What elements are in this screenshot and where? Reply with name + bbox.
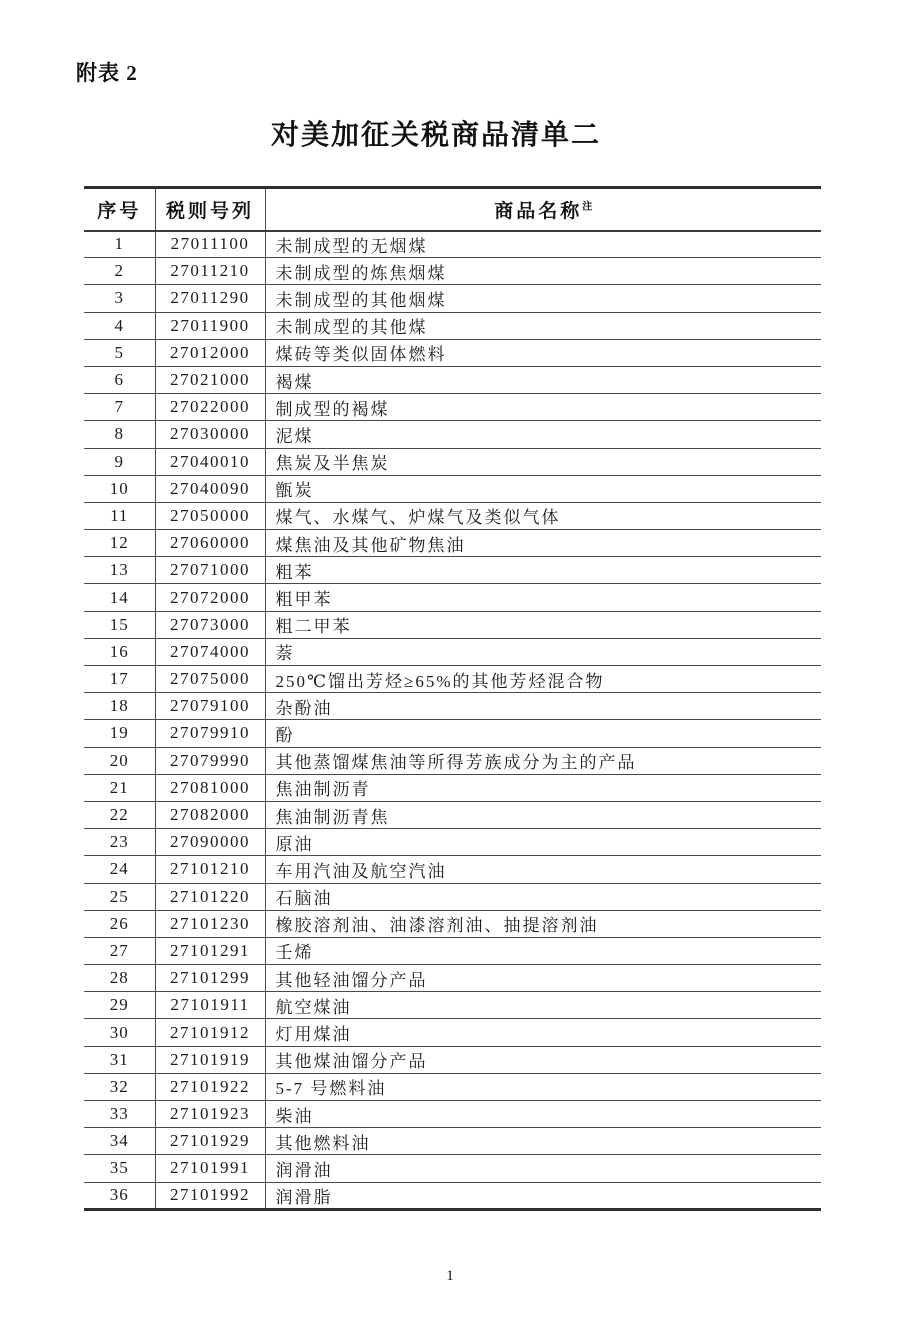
table-row: [84, 1155, 821, 1182]
tariff-code-cell: 27075000: [155, 666, 265, 693]
serial-number-cell: 8: [84, 421, 155, 448]
serial-number-cell: 27: [84, 937, 155, 964]
serial-number-cell: 14: [84, 584, 155, 611]
table-body: [84, 231, 821, 1210]
tariff-code-cell: 27101220: [155, 883, 265, 910]
product-name-cell: 5-7 号燃料油: [265, 1073, 821, 1100]
serial-number-cell: 29: [84, 992, 155, 1019]
serial-number-cell: 25: [84, 883, 155, 910]
product-name-cell: 其他燃料油: [265, 1128, 821, 1155]
serial-number-cell: 30: [84, 1019, 155, 1046]
product-name-cell: 石脑油: [265, 883, 821, 910]
product-name-cell: 褐煤: [265, 366, 821, 393]
table-row: [84, 856, 821, 883]
tariff-code-cell: 27011900: [155, 312, 265, 339]
tariff-code-cell: 27101912: [155, 1019, 265, 1046]
table-row: [84, 638, 821, 665]
product-name-cell: 车用汽油及航空汽油: [265, 856, 821, 883]
tariff-code-cell: 27040010: [155, 448, 265, 475]
table-row: [84, 285, 821, 312]
tariff-code-cell: 27082000: [155, 801, 265, 828]
tariff-code-cell: 27060000: [155, 530, 265, 557]
product-name-cell: 壬烯: [265, 937, 821, 964]
table-row: [84, 312, 821, 339]
table-row: [84, 1073, 821, 1100]
product-name-cell: 其他煤油馏分产品: [265, 1046, 821, 1073]
table-row: [84, 1182, 821, 1209]
product-name-cell: 其他轻油馏分产品: [265, 965, 821, 992]
tariff-code-cell: 27074000: [155, 638, 265, 665]
serial-number-cell: 2: [84, 258, 155, 285]
table-row: [84, 883, 821, 910]
tariff-table: [84, 186, 821, 1211]
table-row: [84, 801, 821, 828]
header-product-name-label: 商品名称: [494, 200, 583, 222]
product-name-cell: 萘: [265, 638, 821, 665]
serial-number-cell: 6: [84, 366, 155, 393]
tariff-code-cell: 27022000: [155, 394, 265, 421]
table-row: [84, 394, 821, 421]
table-row: [84, 502, 821, 529]
serial-number-cell: 19: [84, 720, 155, 747]
tariff-code-cell: 27101922: [155, 1073, 265, 1100]
table-row: [84, 421, 821, 448]
serial-number-cell: 9: [84, 448, 155, 475]
product-name-cell: 250℃馏出芳烃≥65%的其他芳烃混合物: [265, 666, 821, 693]
serial-number-cell: 1: [84, 231, 155, 258]
product-name-cell: 酚: [265, 720, 821, 747]
product-name-cell: 泥煤: [265, 421, 821, 448]
table-row: [84, 1046, 821, 1073]
product-name-cell: 甑炭: [265, 475, 821, 502]
tariff-code-cell: 27101291: [155, 937, 265, 964]
serial-number-cell: 21: [84, 774, 155, 801]
table-row: [84, 366, 821, 393]
tariff-code-cell: 27081000: [155, 774, 265, 801]
tariff-code-cell: 27101991: [155, 1155, 265, 1182]
tariff-code-cell: 27101911: [155, 992, 265, 1019]
serial-number-cell: 32: [84, 1073, 155, 1100]
tariff-code-cell: 27101929: [155, 1128, 265, 1155]
tariff-code-cell: 27101210: [155, 856, 265, 883]
table-row: [84, 258, 821, 285]
product-name-cell: 粗二甲苯: [265, 611, 821, 638]
product-name-cell: 未制成型的其他烟煤: [265, 285, 821, 312]
tariff-code-cell: 27101230: [155, 910, 265, 937]
table-row: [84, 231, 821, 258]
table-header: [84, 188, 821, 231]
header-product-name: [265, 188, 821, 231]
tariff-code-cell: 27090000: [155, 829, 265, 856]
tariff-code-cell: 27040090: [155, 475, 265, 502]
tariff-code-cell: 27071000: [155, 557, 265, 584]
table-row: [84, 611, 821, 638]
serial-number-cell: 26: [84, 910, 155, 937]
product-name-cell: 制成型的褐煤: [265, 394, 821, 421]
tariff-code-cell: 27101992: [155, 1182, 265, 1209]
serial-number-cell: 11: [84, 502, 155, 529]
header-tariff-code: 税则号列: [155, 188, 265, 231]
product-name-cell: 原油: [265, 829, 821, 856]
product-name-cell: 航空煤油: [265, 992, 821, 1019]
serial-number-cell: 3: [84, 285, 155, 312]
tariff-code-cell: 27101919: [155, 1046, 265, 1073]
note-superscript: 注: [582, 201, 593, 213]
table-row: [84, 1101, 821, 1128]
tariff-code-cell: 27012000: [155, 339, 265, 366]
table-row: [84, 829, 821, 856]
product-name-cell: 柴油: [265, 1101, 821, 1128]
table-row: [84, 937, 821, 964]
table-row: [84, 584, 821, 611]
serial-number-cell: 36: [84, 1182, 155, 1209]
tariff-code-cell: 27101923: [155, 1101, 265, 1128]
serial-number-cell: 22: [84, 801, 155, 828]
tariff-code-cell: 27030000: [155, 421, 265, 448]
serial-number-cell: 33: [84, 1101, 155, 1128]
header-serial-number: 序号: [84, 188, 155, 231]
tariff-code-cell: 27079100: [155, 693, 265, 720]
table-row: [84, 1019, 821, 1046]
serial-number-cell: 23: [84, 829, 155, 856]
product-name-cell: 煤焦油及其他矿物焦油: [265, 530, 821, 557]
product-name-cell: 焦炭及半焦炭: [265, 448, 821, 475]
table-row: [84, 530, 821, 557]
table-row: [84, 747, 821, 774]
serial-number-cell: 24: [84, 856, 155, 883]
serial-number-cell: 4: [84, 312, 155, 339]
serial-number-cell: 35: [84, 1155, 155, 1182]
product-name-cell: 润滑油: [265, 1155, 821, 1182]
product-name-cell: 焦油制沥青焦: [265, 801, 821, 828]
header-row: [84, 188, 821, 231]
product-name-cell: 未制成型的炼焦烟煤: [265, 258, 821, 285]
tariff-code-cell: 27101299: [155, 965, 265, 992]
serial-number-cell: 10: [84, 475, 155, 502]
product-name-cell: 其他蒸馏煤焦油等所得芳族成分为主的产品: [265, 747, 821, 774]
table-row: [84, 720, 821, 747]
serial-number-cell: 18: [84, 693, 155, 720]
product-name-cell: 灯用煤油: [265, 1019, 821, 1046]
tariff-code-cell: 27011210: [155, 258, 265, 285]
product-name-cell: 粗甲苯: [265, 584, 821, 611]
table-row: [84, 339, 821, 366]
table-row: [84, 1128, 821, 1155]
serial-number-cell: 17: [84, 666, 155, 693]
table-row: [84, 666, 821, 693]
serial-number-cell: 13: [84, 557, 155, 584]
serial-number-cell: 5: [84, 339, 155, 366]
tariff-code-cell: 27073000: [155, 611, 265, 638]
page-title: 对美加征关税商品清单二: [270, 120, 601, 151]
product-name-cell: 未制成型的无烟煤: [265, 231, 821, 258]
serial-number-cell: 16: [84, 638, 155, 665]
table-row: [84, 693, 821, 720]
product-name-cell: 焦油制沥青: [265, 774, 821, 801]
serial-number-cell: 12: [84, 530, 155, 557]
product-name-cell: 煤气、水煤气、炉煤气及类似气体: [265, 502, 821, 529]
annex-label: 附表 2: [76, 61, 138, 85]
table-row: [84, 557, 821, 584]
table-row: [84, 448, 821, 475]
table-row: [84, 475, 821, 502]
tariff-code-cell: 27011290: [155, 285, 265, 312]
page-number: 1: [446, 1268, 454, 1284]
serial-number-cell: 15: [84, 611, 155, 638]
serial-number-cell: 7: [84, 394, 155, 421]
tariff-code-cell: 27050000: [155, 502, 265, 529]
product-name-cell: 润滑脂: [275, 1187, 333, 1207]
tariff-code-cell: 27021000: [155, 366, 265, 393]
product-name-cell: 煤砖等类似固体燃料: [265, 339, 821, 366]
product-name-cell: 粗苯: [265, 557, 821, 584]
table-row: [84, 774, 821, 801]
product-name-cell: 未制成型的其他煤: [265, 312, 821, 339]
table-row: [84, 910, 821, 937]
tariff-code-cell: 27072000: [155, 584, 265, 611]
serial-number-cell: 28: [84, 965, 155, 992]
serial-number-cell: 20: [84, 747, 155, 774]
serial-number-cell: 34: [84, 1128, 155, 1155]
product-name-cell: 杂酚油: [265, 693, 821, 720]
table-row: [84, 965, 821, 992]
tariff-code-cell: 27079990: [155, 747, 265, 774]
tariff-code-cell: 27079910: [155, 720, 265, 747]
tariff-code-cell: 27011100: [155, 231, 265, 258]
product-name-cell: 橡胶溶剂油、油漆溶剂油、抽提溶剂油: [265, 910, 821, 937]
table-row: [84, 992, 821, 1019]
serial-number-cell: 31: [84, 1046, 155, 1073]
